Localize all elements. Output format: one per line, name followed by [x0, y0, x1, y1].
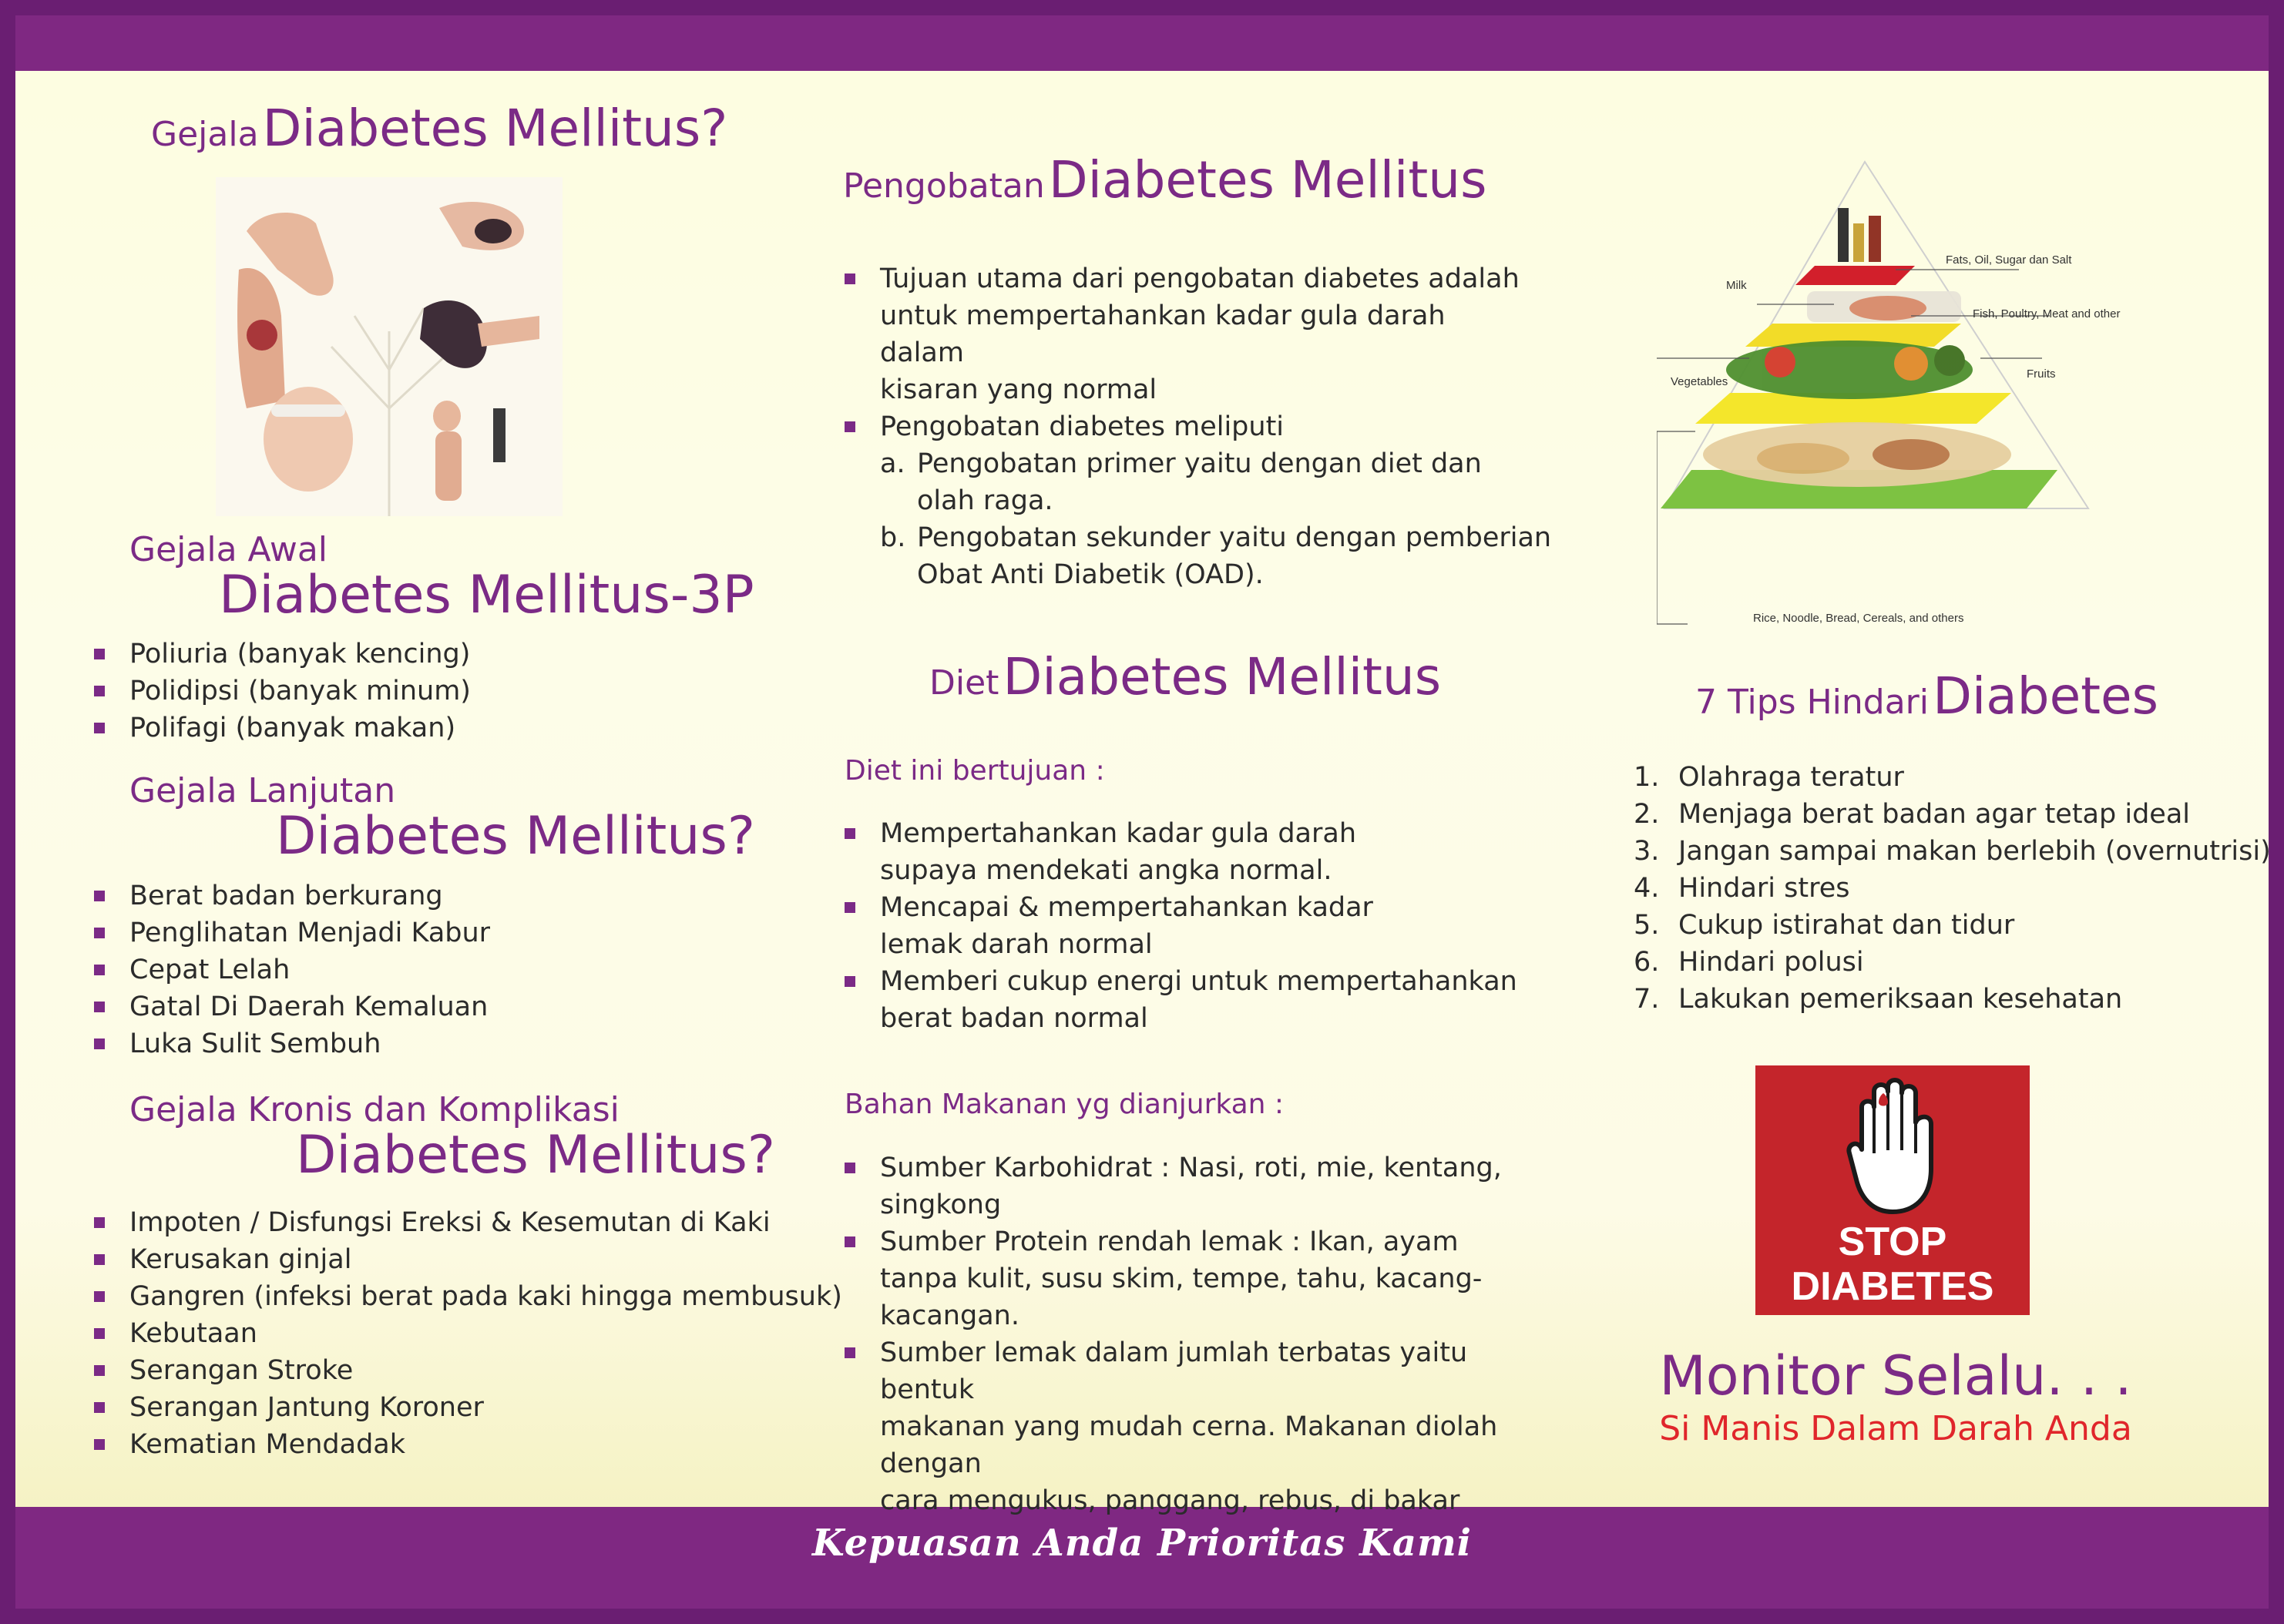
list-item: Kerusakan ginjal — [94, 1241, 842, 1278]
list-item: Poliuria (banyak kencing) — [94, 636, 471, 673]
list-item: 5. Cukup istirahat dan tidur — [1634, 910, 2015, 941]
gejala-awal-list — [94, 636, 471, 747]
tips-title — [1695, 666, 2158, 726]
monitor-message — [1564, 1344, 2227, 1448]
pyramid-label-rice: Rice, Noodle, Bread, Cereals, and others — [1753, 612, 1964, 625]
pyramid-tier-fats — [1795, 266, 1915, 285]
list-item: Penglihatan Menjadi Kabur — [94, 914, 490, 951]
list-item: 1. Olahraga teratur — [1634, 762, 1904, 793]
stop-hand-icon — [1839, 1076, 1946, 1216]
list-item: Gangren (infeksi berat pada kaki hingga membusuk) — [94, 1278, 842, 1315]
tips-list — [1634, 759, 2271, 1018]
footer-slogan: Kepuasan Anda Prioritas Kami — [811, 1522, 1473, 1565]
gejala-awal-title — [129, 530, 754, 626]
list-item: 2. Menjaga berat badan agar tetap ideal — [1634, 799, 2190, 830]
gejala-kronis-list — [94, 1204, 842, 1463]
list-item: Serangan Stroke — [94, 1352, 842, 1389]
list-item: 7. Lakukan pemeriksaan kesehatan — [1634, 984, 2123, 1015]
list-item: Sumber Karbohidrat : Nasi, roti, mie, kentang, singkong — [845, 1149, 1569, 1223]
list-item: 4. Hindari stres — [1634, 873, 1850, 904]
bahan-makanan-list — [845, 1149, 1569, 1519]
list-item: Serangan Jantung Koroner — [94, 1389, 842, 1426]
pengobatan-title-big: Diabetes Mellitus — [1048, 150, 1487, 210]
gejala-awal-small: Gejala Awal — [129, 530, 328, 569]
list-item: Kebutaan — [94, 1315, 842, 1352]
diet-tujuan-label: Diet ini bertujuan : — [845, 755, 1105, 787]
list-item: Polifagi (banyak makan) — [94, 710, 471, 747]
pyramid-label-vegetables: Vegetables — [1671, 375, 1728, 388]
pengobatan-title — [843, 150, 1486, 210]
tips-title-pre: 7 Tips Hindari — [1695, 683, 1929, 722]
gejala-lanjutan-small: Gejala Lanjutan — [129, 771, 396, 810]
list-item: 6. Hindari polusi — [1634, 947, 1864, 978]
list-item: Kematian Mendadak — [94, 1426, 842, 1463]
gejala-title-big: Diabetes Mellitus? — [262, 99, 728, 158]
pyramid-label-fruits: Fruits — [2027, 367, 2056, 381]
diet-title — [929, 647, 1441, 706]
monitor-line1: Monitor Selalu. . . — [1659, 1344, 2132, 1408]
stop-diabetes-sign — [1755, 1065, 2030, 1315]
list-item: Memberi cukup energi untuk mempertahankan berat badan normal — [845, 963, 1538, 1037]
list-item: Mempertahankan kadar gula darah supaya mendekati angka normal. — [845, 815, 1538, 889]
symptoms-illustration — [216, 177, 563, 516]
diabetes-text: DIABETES — [1791, 1264, 1994, 1309]
tips-title-big: Diabetes — [1933, 666, 2159, 726]
pengobatan-title-small: Pengobatan — [843, 166, 1045, 206]
pyramid-label-milk: Milk — [1726, 279, 1747, 292]
diet-tujuan-list — [845, 815, 1538, 1037]
list-item: Tujuan utama dari pengobatan diabetes adalah untuk mempertahankan kadar gula darah dalam kisaran yang normal — [845, 260, 1523, 408]
list-item: Luka Sulit Sembuh — [94, 1025, 490, 1062]
food-pyramid — [1657, 154, 2158, 639]
list-item: Sumber lemak dalam jumlah terbatas yaitu bentuk makanan yang mudah cerna. Makanan diolah dengan cara mengukus, panggang, rebus, di bakar — [845, 1334, 1569, 1519]
list-item: Polidipsi (banyak minum) — [94, 673, 471, 710]
pyramid-label-fish: Fish, Poultry, Meat and other — [1973, 307, 2121, 320]
list-item: Berat badan berkurang — [94, 877, 490, 914]
diet-title-small: Diet — [929, 663, 999, 703]
gejala-title — [151, 99, 727, 158]
gejala-lanjutan-list — [94, 877, 490, 1062]
sub-item-a: a. Pengobatan primer yaitu dengan diet dan olah raga. — [880, 448, 1482, 516]
pengobatan-list — [845, 260, 1523, 408]
list-item: Impoten / Disfungsi Ereksi & Kesemutan di Kaki — [94, 1204, 842, 1241]
bahan-makanan-label: Bahan Makanan yg dianjurkan : — [845, 1089, 1285, 1120]
list-item: Mencapai & mempertahankan kadar lemak darah normal — [845, 889, 1538, 963]
gejala-kronis-title — [129, 1090, 775, 1186]
sub-item-b: b. Pengobatan sekunder yaitu dengan pemberian Obat Anti Diabetik (OAD). — [880, 522, 1552, 590]
stop-text: STOP — [1838, 1220, 1947, 1264]
list-item: Cepat Lelah — [94, 951, 490, 988]
gejala-lanjutan-big: Diabetes Mellitus? — [276, 806, 755, 867]
pyramid-label-fats: Fats, Oil, Sugar dan Salt — [1946, 253, 2072, 267]
top-band — [15, 15, 2269, 71]
list-item: Gatal Di Daerah Kemaluan — [94, 988, 490, 1025]
gejala-kronis-big: Diabetes Mellitus? — [296, 1125, 775, 1186]
list-item: 3. Jangan sampai makan berlebih (overnutrisi) — [1634, 836, 2271, 867]
gejala-lanjutan-title — [129, 771, 755, 867]
gejala-awal-big: Diabetes Mellitus-3P — [219, 565, 754, 626]
pengobatan-meliputi — [845, 408, 1523, 445]
gejala-kronis-small: Gejala Kronis dan Komplikasi — [129, 1090, 620, 1129]
diet-title-big: Diabetes Mellitus — [1003, 647, 1442, 706]
list-item: Sumber Protein rendah lemak : Ikan, ayam tanpa kulit, susu skim, tempe, tahu, kacang-kacangan. — [845, 1223, 1569, 1334]
monitor-line2: Si Manis Dalam Darah Anda — [1659, 1409, 2132, 1448]
gejala-title-small: Gejala — [151, 115, 259, 154]
list-item: Pengobatan diabetes meliputi — [845, 408, 1523, 445]
